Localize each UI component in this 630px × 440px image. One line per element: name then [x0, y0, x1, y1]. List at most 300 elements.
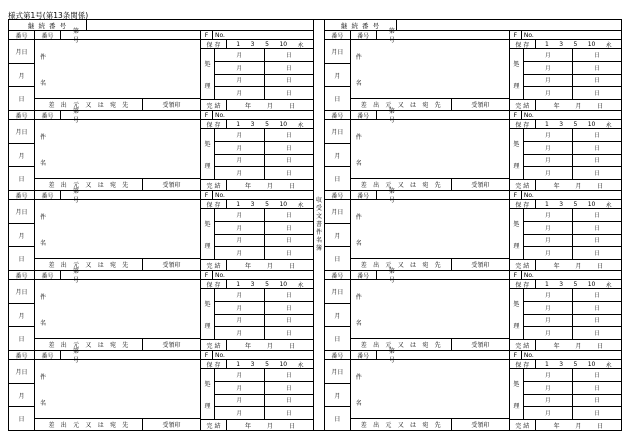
shori-row[interactable] — [524, 209, 621, 222]
entry-hozon-label: 保 存 — [201, 120, 227, 128]
shori-cell-month[interactable]: 月 — [524, 209, 573, 221]
hozon-year-5[interactable]: 5 — [573, 120, 578, 128]
entry-kanketsu-row[interactable] — [201, 100, 313, 110]
entry-hozon-years[interactable] — [227, 360, 313, 369]
entry-kanketsu-row[interactable] — [201, 420, 313, 430]
shori-cell-month[interactable]: 月 — [215, 142, 265, 154]
shori-cell-day[interactable]: 日 — [285, 158, 292, 165]
entry-bango-row — [351, 108, 509, 124]
entry-kanketsu-row[interactable] — [510, 100, 621, 110]
entry-mei-char: 名 — [355, 239, 362, 247]
entry-kenmei-row[interactable] — [35, 200, 200, 259]
shori-cell-month[interactable]: 月 — [524, 407, 573, 419]
entry-kenmei-row[interactable] — [35, 120, 200, 179]
entry-kanketsu-date[interactable] — [227, 181, 313, 190]
hozon-year-1[interactable]: 1 — [545, 40, 549, 48]
hozon-year-1[interactable]: 1 — [236, 200, 241, 208]
entry-sender-label: 差 出 元 又 は 宛 先 — [360, 102, 443, 109]
hozon-year-3[interactable]: 3 — [559, 200, 564, 208]
shori-cell-day[interactable]: 日 — [594, 225, 600, 232]
shori-row[interactable] — [215, 235, 313, 248]
hozon-year-3[interactable]: 3 — [559, 120, 564, 128]
entry-tsuki-label: 月 — [9, 384, 34, 408]
entry-shori-block — [201, 49, 313, 100]
entry-receipt-seal: 受領印 — [142, 99, 200, 110]
shori-cell-month[interactable]: 月 — [524, 49, 573, 61]
entry-kanketsu-row[interactable] — [201, 180, 313, 190]
shori-cell-day[interactable]: 日 — [285, 411, 292, 418]
shori-cell-day[interactable]: 日 — [594, 305, 600, 312]
shori-cell-month[interactable]: 月 — [524, 142, 573, 154]
entry-hi-label: 日 — [18, 336, 25, 344]
shori-row[interactable] — [215, 407, 313, 419]
entry-daigo-field[interactable]: 第 号 — [73, 348, 194, 364]
shori-cell-month[interactable]: 月 — [524, 382, 573, 394]
hozon-year-permanent[interactable]: 永 — [605, 201, 612, 209]
hozon-year-3[interactable]: 3 — [559, 360, 564, 368]
entry-hozon-row[interactable] — [201, 280, 313, 289]
hozon-year-1[interactable]: 1 — [236, 40, 241, 48]
hozon-year-10[interactable]: 10 — [279, 360, 288, 368]
shori-row[interactable] — [215, 167, 313, 179]
shori-row[interactable] — [215, 369, 313, 382]
shori-cell-month[interactable]: 月 — [524, 327, 573, 339]
shori-row[interactable] — [524, 395, 621, 408]
shori-cell-month[interactable]: 月 — [524, 395, 573, 407]
hozon-year-1[interactable]: 1 — [545, 360, 549, 368]
entry-hozon-label: 保 存 — [201, 280, 227, 288]
entry-kenmei-row[interactable] — [351, 120, 509, 179]
shori-row[interactable] — [524, 129, 621, 142]
shori-row[interactable] — [215, 222, 313, 235]
hozon-year-1[interactable]: 1 — [545, 280, 549, 288]
shori-cell-day[interactable]: 日 — [285, 238, 292, 245]
shori-cell-month[interactable]: 月 — [215, 49, 265, 61]
entry-mei-char: 名 — [355, 79, 362, 87]
entry-shori-label — [510, 289, 524, 339]
shori-cell-day[interactable]: 日 — [594, 212, 600, 219]
entry-hozon-row[interactable] — [201, 360, 313, 369]
kanketsu-day: 日 — [597, 342, 604, 350]
shori-cell-month[interactable]: 月 — [215, 62, 265, 74]
entry-kanketsu-date[interactable] — [227, 341, 313, 350]
shori-cell-month[interactable]: 月 — [215, 222, 265, 234]
shori-cell-month[interactable]: 月 — [215, 247, 265, 259]
entry-middle-column — [351, 268, 510, 350]
shori-cell-month[interactable]: 月 — [215, 155, 265, 167]
entry-hozon-row[interactable] — [201, 120, 313, 129]
shori-char-2: 理 — [513, 322, 520, 330]
shori-row[interactable] — [524, 155, 621, 168]
kanketsu-day: 日 — [288, 262, 295, 270]
entry-hozon-years[interactable] — [536, 360, 621, 369]
hozon-year-5[interactable]: 5 — [573, 200, 578, 208]
shori-cell-month[interactable]: 月 — [215, 395, 265, 407]
shori-row[interactable] — [524, 382, 621, 395]
entry-kanketsu-label: 完 結 — [201, 260, 227, 270]
entry-block[interactable] — [9, 188, 313, 271]
entry-hozon-row[interactable] — [510, 120, 621, 129]
shori-cell-day[interactable]: 日 — [594, 411, 600, 418]
shori-cell-month[interactable]: 月 — [215, 382, 265, 394]
shori-row[interactable] — [215, 209, 313, 222]
shori-cell-day[interactable]: 日 — [285, 212, 292, 219]
shori-cell-day[interactable]: 日 — [285, 132, 292, 139]
entry-number-column — [325, 111, 351, 190]
entry-block[interactable] — [325, 268, 621, 351]
shori-cell-month[interactable]: 月 — [215, 315, 265, 327]
shori-cell-day[interactable]: 日 — [594, 372, 600, 379]
shori-cell-month[interactable]: 月 — [524, 167, 573, 179]
shori-cell-day[interactable]: 日 — [594, 398, 600, 405]
hozon-year-5[interactable]: 5 — [265, 120, 269, 128]
shori-cell-day[interactable]: 日 — [594, 158, 600, 165]
shori-cell-day[interactable]: 日 — [285, 52, 292, 59]
entry-hozon-label: 保 存 — [201, 360, 227, 368]
entry-kanketsu-label: 完 結 — [510, 260, 536, 270]
entry-hozon-years[interactable] — [227, 40, 313, 49]
shori-row[interactable] — [215, 62, 313, 75]
shori-cell-day[interactable]: 日 — [594, 65, 600, 72]
entry-bango-sublabel: 番号 — [351, 191, 377, 199]
shori-cell-day[interactable]: 日 — [285, 305, 292, 312]
hozon-year-3[interactable]: 3 — [559, 40, 564, 48]
entry-daigo-field[interactable]: 第 号 — [388, 28, 509, 44]
shori-row[interactable] — [524, 62, 621, 75]
hozon-year-3[interactable]: 3 — [250, 280, 255, 288]
hozon-year-5[interactable]: 5 — [265, 40, 269, 48]
entry-tsukihi-label: 月日 — [9, 200, 34, 224]
entry-tsuki-label: 月 — [325, 144, 350, 168]
shori-cell-day[interactable]: 日 — [285, 65, 292, 72]
shori-row[interactable] — [524, 167, 621, 179]
entry-tsukihi-label: 月日 — [9, 40, 34, 64]
entry-hozon-years[interactable] — [536, 120, 621, 129]
shori-row[interactable] — [215, 247, 313, 259]
hozon-year-10[interactable]: 10 — [587, 280, 596, 288]
shori-cell-month[interactable]: 月 — [524, 62, 573, 74]
shori-cell-day[interactable]: 日 — [285, 91, 292, 98]
hozon-year-1[interactable]: 1 — [545, 120, 549, 128]
entry-kenmei-label — [35, 120, 51, 178]
entry-number-column — [9, 191, 35, 270]
shori-row[interactable] — [215, 395, 313, 408]
hozon-year-10[interactable]: 10 — [279, 280, 288, 288]
entry-block[interactable] — [325, 108, 621, 191]
shori-row[interactable] — [524, 302, 621, 315]
shori-cell-day[interactable]: 日 — [285, 385, 292, 392]
entry-bango-label: 番号 — [9, 31, 34, 40]
entry-bango-label: 番号 — [325, 351, 350, 360]
hozon-year-5[interactable]: 5 — [265, 280, 269, 288]
shori-cell-month[interactable]: 月 — [524, 235, 573, 247]
shori-cell-month[interactable]: 月 — [215, 407, 265, 419]
hozon-year-5[interactable]: 5 — [265, 200, 269, 208]
entry-kanketsu-date[interactable] — [227, 421, 313, 430]
shori-cell-day[interactable]: 日 — [594, 171, 600, 178]
entry-daigo-field[interactable]: 第 号 — [388, 268, 509, 284]
entry-right-column — [201, 31, 313, 110]
shori-cell-day[interactable]: 日 — [285, 225, 292, 232]
shori-cell-day[interactable]: 日 — [285, 171, 292, 178]
entry-block[interactable] — [9, 28, 313, 111]
shori-cell-month[interactable]: 月 — [524, 155, 573, 167]
hozon-year-3[interactable]: 3 — [250, 40, 255, 48]
entry-daigo-field[interactable]: 第 号 — [73, 28, 194, 44]
entry-kanketsu-date[interactable] — [536, 421, 621, 430]
entry-f-label: F — [510, 191, 522, 199]
shori-cell-day[interactable]: 日 — [285, 331, 292, 338]
shori-cell-month[interactable]: 月 — [215, 289, 265, 301]
shori-row[interactable] — [524, 75, 621, 88]
entry-hozon-row[interactable] — [510, 360, 621, 369]
entry-sender-row[interactable] — [35, 419, 200, 430]
shori-row[interactable] — [215, 87, 313, 99]
entry-hozon-years[interactable] — [536, 280, 621, 289]
hozon-year-permanent[interactable]: 永 — [605, 281, 612, 289]
entry-kanketsu-row[interactable] — [510, 180, 621, 190]
entry-hozon-years[interactable] — [536, 40, 621, 49]
shori-cell-month[interactable]: 月 — [215, 302, 265, 314]
shori-cell-day[interactable]: 日 — [594, 318, 600, 325]
entry-daigo-field[interactable]: 第 号 — [73, 188, 194, 204]
shori-row[interactable] — [524, 49, 621, 62]
shori-cell-day[interactable]: 日 — [594, 145, 600, 152]
entry-hozon-row[interactable] — [510, 280, 621, 289]
shori-cell-day[interactable]: 日 — [594, 331, 600, 338]
shori-cell-day[interactable]: 日 — [285, 318, 292, 325]
shori-cell-month[interactable]: 月 — [215, 129, 265, 141]
entry-kenmei-row[interactable] — [35, 360, 200, 419]
shori-row[interactable] — [524, 222, 621, 235]
entry-kanketsu-row[interactable] — [510, 340, 621, 350]
shori-cell-month[interactable]: 月 — [215, 75, 265, 87]
shori-cell-month[interactable]: 月 — [524, 369, 573, 381]
hozon-year-permanent[interactable]: 永 — [605, 121, 612, 129]
hozon-year-3[interactable]: 3 — [250, 120, 255, 128]
shori-char-1: 処 — [204, 300, 211, 308]
shori-row[interactable] — [215, 327, 313, 339]
hozon-year-1[interactable]: 1 — [236, 360, 241, 368]
entry-kenmei-row[interactable] — [351, 360, 509, 419]
shori-cell-month[interactable]: 月 — [524, 129, 573, 141]
entry-shori-grid — [524, 49, 621, 99]
shori-cell-day[interactable]: 日 — [594, 78, 600, 85]
shori-cell-month[interactable]: 月 — [215, 167, 265, 179]
entry-block[interactable] — [9, 268, 313, 351]
shori-row[interactable] — [524, 327, 621, 339]
shori-cell-month[interactable]: 月 — [524, 87, 573, 99]
entry-mei-char: 名 — [39, 399, 46, 407]
entry-kenmei-row[interactable] — [351, 200, 509, 259]
title-char-1: 収 — [315, 196, 322, 204]
hozon-year-1[interactable]: 1 — [545, 200, 549, 208]
shori-cell-day[interactable]: 日 — [594, 238, 600, 245]
kanketsu-month: 月 — [266, 262, 273, 270]
shori-row[interactable] — [215, 49, 313, 62]
shori-row[interactable] — [524, 87, 621, 99]
entry-kanketsu-date[interactable] — [227, 101, 313, 110]
hozon-year-10[interactable]: 10 — [587, 200, 596, 208]
shori-row[interactable] — [215, 155, 313, 168]
hozon-year-3[interactable]: 3 — [559, 280, 564, 288]
entry-hozon-row[interactable] — [510, 200, 621, 209]
entry-kanketsu-label: 完 結 — [201, 420, 227, 430]
entry-hozon-row[interactable] — [201, 40, 313, 49]
kanketsu-day: 日 — [288, 102, 295, 110]
entry-bango-row — [351, 268, 509, 284]
right-header-label: 継 続 番 号 — [325, 20, 397, 30]
shori-cell-day[interactable]: 日 — [594, 91, 600, 98]
entry-kenmei-row[interactable] — [351, 280, 509, 339]
entry-block[interactable] — [9, 108, 313, 191]
entry-ken-char: 件 — [355, 373, 362, 381]
hozon-year-5[interactable]: 5 — [573, 40, 578, 48]
shori-cell-day[interactable]: 日 — [594, 251, 600, 258]
shori-row[interactable] — [524, 407, 621, 419]
entry-bango-row — [35, 188, 200, 204]
hozon-year-3[interactable]: 3 — [250, 200, 255, 208]
entry-block[interactable] — [9, 348, 313, 430]
entry-hozon-row[interactable] — [510, 40, 621, 49]
entry-daigo-field[interactable]: 第 号 — [388, 348, 509, 364]
hozon-year-5[interactable]: 5 — [265, 360, 269, 368]
shori-cell-month[interactable]: 月 — [215, 87, 265, 99]
entry-shori-grid — [524, 289, 621, 339]
entry-block[interactable] — [325, 348, 621, 430]
hozon-year-10[interactable]: 10 — [279, 40, 288, 48]
entry-kenmei-row[interactable] — [35, 280, 200, 339]
entry-kanketsu-date[interactable] — [536, 101, 621, 110]
hozon-year-permanent[interactable]: 永 — [297, 361, 304, 369]
entry-kanketsu-date[interactable] — [536, 261, 621, 270]
entry-kanketsu-date[interactable] — [536, 341, 621, 350]
shori-row[interactable] — [215, 302, 313, 315]
entry-shori-grid — [524, 129, 621, 179]
entry-hozon-years[interactable] — [536, 200, 621, 209]
shori-row[interactable] — [215, 142, 313, 155]
entry-kanketsu-date[interactable] — [536, 181, 621, 190]
entry-kenmei-row[interactable] — [351, 40, 509, 99]
shori-row[interactable] — [524, 235, 621, 248]
shori-row[interactable] — [215, 75, 313, 88]
shori-row[interactable] — [524, 247, 621, 259]
entry-kenmei-label — [35, 280, 51, 338]
hozon-year-3[interactable]: 3 — [250, 360, 255, 368]
shori-cell-month[interactable]: 月 — [215, 235, 265, 247]
hozon-year-permanent[interactable]: 永 — [297, 281, 304, 289]
title-char-2: 受 — [315, 204, 322, 212]
entry-tsuki-label: 月 — [9, 224, 34, 248]
entry-kanketsu-row[interactable] — [201, 340, 313, 350]
shori-cell-month[interactable]: 月 — [524, 247, 573, 259]
hozon-year-10[interactable]: 10 — [587, 360, 596, 368]
hozon-year-5[interactable]: 5 — [573, 280, 578, 288]
entry-hozon-row[interactable] — [201, 200, 313, 209]
shori-cell-day[interactable]: 日 — [285, 398, 292, 405]
shori-cell-day[interactable]: 日 — [594, 52, 600, 59]
hozon-year-10[interactable]: 10 — [587, 120, 596, 128]
shori-row[interactable] — [215, 129, 313, 142]
entry-tsukihi-label: 月日 — [325, 280, 350, 304]
entry-daigo-field[interactable]: 第 号 — [388, 108, 509, 124]
entry-daigo-field[interactable]: 第 号 — [73, 108, 194, 124]
entry-kanketsu-row[interactable] — [510, 420, 621, 430]
hozon-year-10[interactable]: 10 — [279, 120, 288, 128]
shori-cell-month[interactable]: 月 — [524, 302, 573, 314]
entry-kanketsu-label: 完 結 — [510, 100, 536, 110]
entry-sender-label: 差 出 元 又 は 宛 先 — [48, 262, 131, 269]
entry-kanketsu-date[interactable] — [227, 261, 313, 270]
shori-cell-month[interactable]: 月 — [524, 222, 573, 234]
shori-row[interactable] — [524, 315, 621, 328]
shori-cell-day[interactable]: 日 — [594, 132, 600, 139]
shori-cell-month[interactable]: 月 — [215, 369, 265, 381]
shori-cell-day[interactable]: 日 — [285, 292, 292, 299]
shori-row[interactable] — [524, 289, 621, 302]
entry-hozon-years[interactable] — [227, 200, 313, 209]
hozon-year-permanent[interactable]: 永 — [297, 201, 304, 209]
entry-kanketsu-row[interactable] — [510, 260, 621, 270]
shori-cell-day[interactable]: 日 — [285, 372, 292, 379]
shori-cell-month[interactable]: 月 — [524, 75, 573, 87]
shori-cell-month[interactable]: 月 — [215, 327, 265, 339]
kanketsu-day: 日 — [597, 422, 604, 430]
kanketsu-year: 年 — [553, 262, 560, 270]
entry-right-column — [510, 351, 621, 430]
shori-row[interactable] — [215, 382, 313, 395]
shori-row[interactable] — [524, 369, 621, 382]
entry-hozon-years[interactable] — [227, 280, 313, 289]
hozon-year-1[interactable]: 1 — [236, 120, 241, 128]
hozon-year-5[interactable]: 5 — [573, 360, 578, 368]
hozon-year-permanent[interactable]: 永 — [605, 41, 612, 49]
hozon-year-permanent[interactable]: 永 — [605, 361, 612, 369]
entry-shori-block — [510, 129, 621, 180]
title-char-7: 簿 — [315, 245, 322, 253]
entry-kanketsu-row[interactable] — [201, 260, 313, 270]
shori-cell-day[interactable]: 日 — [285, 78, 292, 85]
hozon-year-1[interactable]: 1 — [236, 280, 241, 288]
entry-middle-column — [35, 268, 201, 350]
hozon-year-permanent[interactable]: 永 — [297, 121, 304, 129]
shori-row[interactable] — [215, 315, 313, 328]
shori-row[interactable] — [215, 289, 313, 302]
shori-row[interactable] — [524, 142, 621, 155]
entry-hozon-years[interactable] — [227, 120, 313, 129]
entry-mei-char: 名 — [355, 399, 362, 407]
hozon-year-permanent[interactable]: 永 — [297, 41, 304, 49]
shori-cell-month[interactable]: 月 — [524, 289, 573, 301]
entry-daigo-field[interactable]: 第 号 — [388, 188, 509, 204]
entry-hozon-label: 保 存 — [201, 40, 227, 48]
entry-block[interactable] — [325, 188, 621, 271]
shori-cell-day[interactable]: 日 — [594, 292, 600, 299]
entry-middle-column — [35, 108, 201, 190]
shori-cell-day[interactable]: 日 — [594, 385, 600, 392]
shori-cell-day[interactable]: 日 — [285, 145, 292, 152]
entry-kenmei-row[interactable] — [35, 40, 200, 99]
entry-no-label: No. — [523, 271, 534, 279]
shori-cell-month[interactable]: 月 — [524, 315, 573, 327]
entry-block[interactable] — [325, 28, 621, 111]
shori-cell-day[interactable]: 日 — [285, 251, 292, 258]
entry-daigo-field[interactable]: 第 号 — [73, 268, 194, 284]
shori-cell-month[interactable]: 月 — [215, 209, 265, 221]
entry-sender-row[interactable] — [351, 419, 509, 430]
hozon-year-10[interactable]: 10 — [279, 200, 288, 208]
hozon-year-10[interactable]: 10 — [587, 40, 596, 48]
